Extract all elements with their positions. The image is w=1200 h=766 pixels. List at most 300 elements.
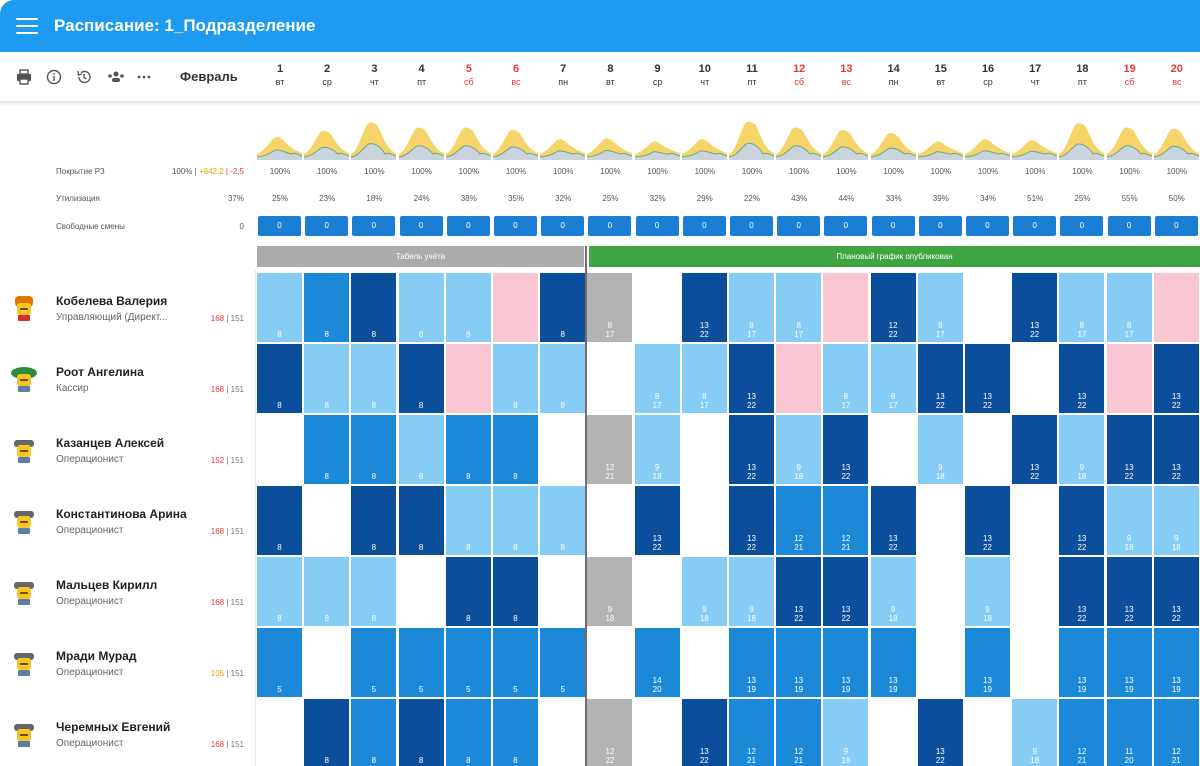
- shift-cell[interactable]: [635, 486, 680, 555]
- shift-cell[interactable]: [965, 415, 1010, 484]
- shift-time: 22: [1077, 401, 1087, 410]
- utilization-value: 38%: [460, 194, 477, 203]
- shift-cell[interactable]: [1059, 628, 1104, 697]
- shift-time: 22: [888, 330, 898, 339]
- shift-cell[interactable]: [399, 273, 444, 342]
- coverage-mini-chart: [540, 114, 585, 160]
- shift-cell[interactable]: [587, 415, 632, 484]
- shift-time: 13: [841, 676, 851, 685]
- shift-cell[interactable]: [587, 344, 632, 413]
- shift-cell[interactable]: [1107, 486, 1152, 555]
- shift-cell[interactable]: [399, 628, 444, 697]
- coverage-value: 100%: [316, 167, 338, 176]
- shift-cell[interactable]: [351, 699, 396, 766]
- shift-cell[interactable]: [776, 273, 821, 342]
- shift-time: 19: [1077, 685, 1087, 694]
- shift-cell[interactable]: [871, 699, 916, 766]
- free-shifts-button[interactable]: 0: [588, 216, 631, 236]
- shift-cell[interactable]: [918, 557, 963, 626]
- shift-cell[interactable]: [729, 628, 774, 697]
- coverage-mini-chart: [446, 114, 491, 160]
- free-shifts-button[interactable]: 0: [1108, 216, 1151, 236]
- shift-cell[interactable]: [1012, 486, 1057, 555]
- printer-icon[interactable]: [16, 69, 32, 85]
- day-header[interactable]: [1012, 62, 1058, 88]
- shift-cell[interactable]: [304, 344, 349, 413]
- day-weekday: чт: [700, 77, 710, 87]
- shift-cell[interactable]: [351, 344, 396, 413]
- day-header[interactable]: [682, 62, 728, 88]
- free-shifts-button[interactable]: 0: [258, 216, 301, 236]
- shift-cell[interactable]: [776, 344, 821, 413]
- shift-cell[interactable]: [304, 486, 349, 555]
- shift-cell[interactable]: [871, 415, 916, 484]
- shift-cell[interactable]: [1012, 628, 1057, 697]
- shift-cell[interactable]: [587, 699, 632, 766]
- day-header[interactable]: [729, 62, 775, 88]
- free-shifts-button[interactable]: 0: [683, 216, 726, 236]
- shift-cell[interactable]: [1154, 557, 1199, 626]
- shift-time: 9: [985, 605, 990, 614]
- shift-cell[interactable]: [351, 486, 396, 555]
- employee-name[interactable]: Мальцев Кирилл: [56, 578, 158, 592]
- coverage-value: 100%: [647, 167, 668, 176]
- shift-cell[interactable]: [1154, 273, 1199, 342]
- shift-cell[interactable]: [776, 415, 821, 484]
- day-header[interactable]: [823, 62, 869, 88]
- coverage-mini-chart: [304, 114, 349, 160]
- shift-cell[interactable]: [493, 273, 538, 342]
- shift-time: 13: [794, 676, 804, 685]
- shift-cell[interactable]: [493, 699, 538, 766]
- shift-cell[interactable]: [446, 486, 491, 555]
- shift-cell[interactable]: [1012, 415, 1057, 484]
- shift-cell[interactable]: [871, 344, 916, 413]
- shift-cell[interactable]: [776, 557, 821, 626]
- published-banner: Плановый график опубликован: [589, 246, 1200, 267]
- coverage-mini-chart: [965, 114, 1010, 160]
- shift-cell[interactable]: [304, 699, 349, 766]
- day-number: 10: [698, 63, 711, 75]
- hours-max: 151: [230, 598, 244, 607]
- shift-cell[interactable]: [1012, 699, 1057, 766]
- shift-cell[interactable]: [587, 628, 632, 697]
- shift-cell[interactable]: [399, 557, 444, 626]
- shift-time: 5: [560, 685, 565, 694]
- employee-name[interactable]: Константинова Арина: [56, 507, 187, 521]
- day-header[interactable]: [871, 62, 917, 88]
- shift-cell[interactable]: [1059, 699, 1104, 766]
- shift-cell[interactable]: [1059, 273, 1104, 342]
- shift-cell[interactable]: [729, 699, 774, 766]
- shift-cell[interactable]: [682, 415, 727, 484]
- shift-time: 19: [983, 685, 992, 694]
- shift-cell[interactable]: [823, 415, 868, 484]
- shift-time: 13: [747, 534, 756, 543]
- shift-cell[interactable]: [587, 273, 632, 342]
- day-header[interactable]: [399, 62, 445, 88]
- shift-cell[interactable]: [635, 273, 680, 342]
- free-shifts-button[interactable]: 0: [636, 216, 679, 236]
- coverage-total: [148, 167, 244, 176]
- day-header[interactable]: [257, 62, 303, 88]
- shift-time: 8: [371, 756, 377, 765]
- day-number: 3: [371, 63, 378, 75]
- shift-time: 8: [466, 543, 471, 552]
- shift-cell[interactable]: [965, 486, 1010, 555]
- day-header[interactable]: [493, 62, 539, 88]
- shift-time: 9: [654, 463, 660, 472]
- free-shifts-button[interactable]: 0: [1060, 216, 1103, 236]
- shift-cell[interactable]: [1012, 344, 1057, 413]
- shift-cell[interactable]: [493, 557, 538, 626]
- day-header[interactable]: [918, 62, 964, 88]
- shift-cell[interactable]: [776, 628, 821, 697]
- shift-cell[interactable]: [446, 699, 491, 766]
- shift-cell[interactable]: [1012, 557, 1057, 626]
- shift-time: 21: [747, 756, 756, 765]
- shift-cell[interactable]: [399, 415, 444, 484]
- utilization-value: 29%: [696, 194, 713, 203]
- shift-cell[interactable]: [257, 486, 302, 555]
- day-weekday: сб: [1124, 77, 1135, 87]
- shift-cell[interactable]: [1107, 344, 1152, 413]
- employee-name[interactable]: Черемных Евгений: [56, 720, 171, 734]
- day-weekday: пт: [747, 77, 757, 87]
- shift-cell[interactable]: [729, 273, 774, 342]
- shift-cell[interactable]: [1154, 344, 1199, 413]
- shift-time: 21: [841, 543, 851, 552]
- free-shifts-button[interactable]: 0: [1155, 216, 1198, 236]
- shift-time: 8: [418, 543, 424, 552]
- shift-cell[interactable]: [871, 628, 916, 697]
- shift-time: 22: [841, 472, 851, 481]
- shift-time: 13: [1030, 463, 1040, 472]
- shift-cell[interactable]: [823, 344, 868, 413]
- day-weekday: вт: [606, 77, 615, 87]
- shift-time: 12: [605, 463, 615, 472]
- day-header[interactable]: [1059, 62, 1105, 88]
- shift-time: 22: [1171, 401, 1181, 410]
- shift-cell[interactable]: [776, 699, 821, 766]
- shift-cell[interactable]: [1059, 486, 1104, 555]
- shift-cell[interactable]: [1107, 557, 1152, 626]
- shift-cell[interactable]: [493, 415, 538, 484]
- shift-cell[interactable]: [304, 628, 349, 697]
- shift-cell[interactable]: [823, 557, 868, 626]
- shift-cell[interactable]: [1059, 557, 1104, 626]
- coverage-value: 100%: [930, 167, 952, 176]
- coverage-value: 100%: [505, 167, 527, 176]
- shift-cell[interactable]: [540, 273, 585, 342]
- day-header[interactable]: [351, 62, 397, 88]
- shift-cell[interactable]: [1107, 699, 1152, 766]
- shift-cell[interactable]: [682, 628, 727, 697]
- shift-time: 8: [324, 401, 329, 410]
- day-number: 5: [465, 63, 472, 75]
- day-header[interactable]: [446, 62, 492, 88]
- shift-cell[interactable]: [965, 273, 1010, 342]
- shift-time: 17: [1077, 330, 1087, 339]
- employee-hours: [184, 527, 244, 536]
- hours-max: 151: [230, 669, 244, 678]
- more-icon[interactable]: [136, 69, 152, 85]
- team-icon[interactable]: [106, 69, 126, 85]
- shift-time: 8: [466, 330, 471, 339]
- employee-name[interactable]: Роот Ангелина: [56, 365, 144, 379]
- shift-cell[interactable]: [399, 486, 444, 555]
- shift-cell[interactable]: [871, 273, 916, 342]
- shift-time: 18: [1124, 543, 1134, 552]
- shift-time: 18: [1030, 756, 1040, 765]
- day-number: 9: [654, 63, 661, 75]
- shift-cell[interactable]: [871, 557, 916, 626]
- day-header[interactable]: [1154, 62, 1200, 88]
- shift-cell[interactable]: [965, 557, 1010, 626]
- shift-cell[interactable]: [823, 699, 868, 766]
- shift-cell[interactable]: [635, 344, 680, 413]
- shift-time: 8: [418, 330, 424, 339]
- day-header[interactable]: [304, 62, 350, 88]
- coverage-value: 100%: [552, 167, 574, 176]
- shift-cell[interactable]: [587, 557, 632, 626]
- shift-cell[interactable]: [399, 344, 444, 413]
- shift-cell[interactable]: [682, 557, 727, 626]
- shift-cell[interactable]: [540, 415, 585, 484]
- shift-cell[interactable]: [682, 273, 727, 342]
- hamburger-menu-icon[interactable]: [16, 18, 38, 34]
- shift-cell[interactable]: [635, 415, 680, 484]
- shift-time: 19: [794, 685, 804, 694]
- shift-cell[interactable]: [257, 699, 302, 766]
- day-number: 19: [1123, 63, 1136, 75]
- shift-time: 17: [888, 401, 898, 410]
- shift-cell[interactable]: [257, 415, 302, 484]
- free-shifts-button[interactable]: 0: [919, 216, 962, 236]
- timesheet-banner: Табель учёта: [257, 246, 584, 267]
- shift-cell[interactable]: [1154, 699, 1199, 766]
- shift-time: 8: [513, 614, 518, 623]
- shift-time: 13: [1077, 605, 1087, 614]
- employee-name[interactable]: Мради Мурад: [56, 649, 137, 663]
- shift-cell[interactable]: [351, 557, 396, 626]
- shift-cell[interactable]: [257, 344, 302, 413]
- free-shifts-button[interactable]: 0: [400, 216, 443, 236]
- free-shifts-button[interactable]: 0: [872, 216, 915, 236]
- shift-time: 9: [702, 605, 707, 614]
- shift-cell[interactable]: [1154, 628, 1199, 697]
- shift-cell[interactable]: [257, 557, 302, 626]
- shift-time: 22: [1124, 614, 1134, 623]
- shift-time: 22: [747, 543, 756, 552]
- shift-cell[interactable]: [682, 344, 727, 413]
- coverage-mini-chart: [1012, 114, 1057, 160]
- utilization-value: 51%: [1027, 194, 1044, 203]
- shift-cell[interactable]: [1154, 486, 1199, 555]
- shift-cell[interactable]: [304, 415, 349, 484]
- shift-time: 8: [324, 472, 329, 481]
- shift-cell[interactable]: [587, 486, 632, 555]
- shift-cell[interactable]: [493, 486, 538, 555]
- shift-cell[interactable]: [871, 486, 916, 555]
- shift-cell[interactable]: [540, 486, 585, 555]
- free-shifts-button[interactable]: 0: [305, 216, 348, 236]
- shift-cell[interactable]: [540, 344, 585, 413]
- shift-time: 8: [277, 543, 282, 552]
- coverage-mini-chart: [635, 114, 680, 160]
- shift-cell[interactable]: [823, 273, 868, 342]
- shift-cell[interactable]: [682, 699, 727, 766]
- free-shifts-button[interactable]: 0: [447, 216, 490, 236]
- shift-cell[interactable]: [304, 273, 349, 342]
- shift-cell[interactable]: [729, 344, 774, 413]
- shift-cell[interactable]: [918, 415, 963, 484]
- day-number: 1: [276, 63, 284, 75]
- coverage-value: 100%: [694, 167, 716, 176]
- day-header[interactable]: [540, 62, 586, 88]
- day-header[interactable]: [1107, 62, 1153, 88]
- shift-cell[interactable]: [257, 273, 302, 342]
- shift-cell[interactable]: [776, 486, 821, 555]
- shift-cell[interactable]: [918, 344, 963, 413]
- utilization-value: 25%: [1074, 194, 1091, 203]
- shift-cell[interactable]: [351, 273, 396, 342]
- utilization-value: 35%: [507, 194, 524, 203]
- shift-cell[interactable]: [257, 628, 302, 697]
- shift-cell[interactable]: [635, 699, 680, 766]
- coverage-value: 100%: [883, 167, 904, 176]
- shift-cell[interactable]: [635, 557, 680, 626]
- day-number: 4: [418, 63, 425, 75]
- hours-current: 168: [210, 740, 225, 749]
- shift-cell[interactable]: [729, 486, 774, 555]
- shift-cell[interactable]: [540, 699, 585, 766]
- free-shifts-button[interactable]: 0: [777, 216, 820, 236]
- hours-separator: |: [224, 598, 231, 607]
- day-weekday: чт: [1030, 77, 1040, 87]
- free-shifts-button[interactable]: 0: [730, 216, 773, 236]
- period-divider: [585, 246, 587, 766]
- shift-cell[interactable]: [1107, 628, 1152, 697]
- shift-cell[interactable]: [1059, 344, 1104, 413]
- shift-time: 13: [1171, 392, 1181, 401]
- shift-cell[interactable]: [1107, 415, 1152, 484]
- shift-time: 8: [466, 756, 471, 765]
- shift-cell[interactable]: [918, 273, 963, 342]
- shift-time: 8: [890, 392, 896, 401]
- male-avatar-icon: [9, 435, 39, 465]
- employee-name[interactable]: Кобелева Валерия: [56, 294, 168, 308]
- shift-time: 8: [418, 401, 424, 410]
- shift-cell[interactable]: [304, 557, 349, 626]
- coverage-value: 100%: [741, 167, 763, 176]
- shift-cell[interactable]: [446, 273, 491, 342]
- shift-time: 17: [652, 401, 662, 410]
- shift-cell[interactable]: [635, 628, 680, 697]
- free-shifts-button[interactable]: 0: [494, 216, 537, 236]
- shift-time: 12: [1077, 747, 1087, 756]
- shift-time: 22: [1077, 543, 1087, 552]
- shift-cell[interactable]: [918, 628, 963, 697]
- coverage-mini-chart: [1059, 114, 1104, 160]
- shift-cell[interactable]: [682, 486, 727, 555]
- shift-time: 18: [652, 472, 662, 481]
- day-header[interactable]: [776, 62, 822, 88]
- shift-time: 8: [371, 614, 377, 623]
- shift-time: 8: [1079, 321, 1085, 330]
- shift-cell[interactable]: [965, 344, 1010, 413]
- shift-time: 18: [888, 614, 898, 623]
- shift-cell[interactable]: [823, 628, 868, 697]
- shift-time: 8: [938, 321, 943, 330]
- employee-name[interactable]: Казанцев Алексей: [56, 436, 165, 450]
- shift-cell[interactable]: [729, 557, 774, 626]
- day-weekday: пн: [888, 77, 899, 87]
- day-weekday: ср: [983, 77, 993, 87]
- shift-time: 8: [513, 543, 518, 552]
- shift-cell[interactable]: [965, 628, 1010, 697]
- shift-cell[interactable]: [399, 699, 444, 766]
- shift-cell[interactable]: [446, 557, 491, 626]
- shift-cell[interactable]: [446, 415, 491, 484]
- shift-time: 8: [324, 756, 329, 765]
- free-shifts-button[interactable]: 0: [824, 216, 867, 236]
- shift-cell[interactable]: [351, 415, 396, 484]
- shift-cell[interactable]: [965, 699, 1010, 766]
- shift-cell[interactable]: [351, 628, 396, 697]
- day-header[interactable]: [635, 62, 681, 88]
- shift-cell[interactable]: [493, 344, 538, 413]
- day-number: 11: [746, 63, 758, 75]
- shift-cell[interactable]: [493, 628, 538, 697]
- free-shifts-button[interactable]: 0: [541, 216, 584, 236]
- coverage-value: 100%: [977, 167, 999, 176]
- male-avatar-icon: [9, 577, 39, 607]
- day-header[interactable]: [587, 62, 633, 88]
- shift-cell[interactable]: [1154, 415, 1199, 484]
- shift-time: 13: [1077, 534, 1087, 543]
- month-label[interactable]: Февраль: [180, 69, 238, 84]
- free-shifts-button[interactable]: 0: [1013, 216, 1056, 236]
- shift-cell[interactable]: [446, 344, 491, 413]
- shift-time: 13: [1124, 463, 1134, 472]
- day-weekday: чт: [369, 77, 379, 87]
- day-number: 14: [887, 63, 900, 75]
- shift-cell[interactable]: [1012, 273, 1057, 342]
- shift-time: 8: [513, 472, 518, 481]
- shift-time: 8: [371, 543, 377, 552]
- shift-cell[interactable]: [729, 415, 774, 484]
- shift-cell[interactable]: [446, 628, 491, 697]
- shift-cell[interactable]: [1107, 273, 1152, 342]
- shift-cell[interactable]: [918, 486, 963, 555]
- history-icon[interactable]: [76, 69, 92, 85]
- shift-cell[interactable]: [1059, 415, 1104, 484]
- shift-cell[interactable]: [918, 699, 963, 766]
- info-icon[interactable]: [46, 69, 62, 85]
- free-shifts-button[interactable]: 0: [352, 216, 395, 236]
- shift-time: 8: [796, 321, 801, 330]
- shift-time: 22: [888, 543, 898, 552]
- day-number: 20: [1170, 63, 1183, 75]
- day-number: 7: [560, 63, 567, 75]
- shift-cell[interactable]: [823, 486, 868, 555]
- shift-time: 17: [747, 330, 756, 339]
- shift-cell[interactable]: [540, 557, 585, 626]
- free-shifts-button[interactable]: 0: [966, 216, 1009, 236]
- day-header[interactable]: [965, 62, 1011, 88]
- shift-cell[interactable]: [540, 628, 585, 697]
